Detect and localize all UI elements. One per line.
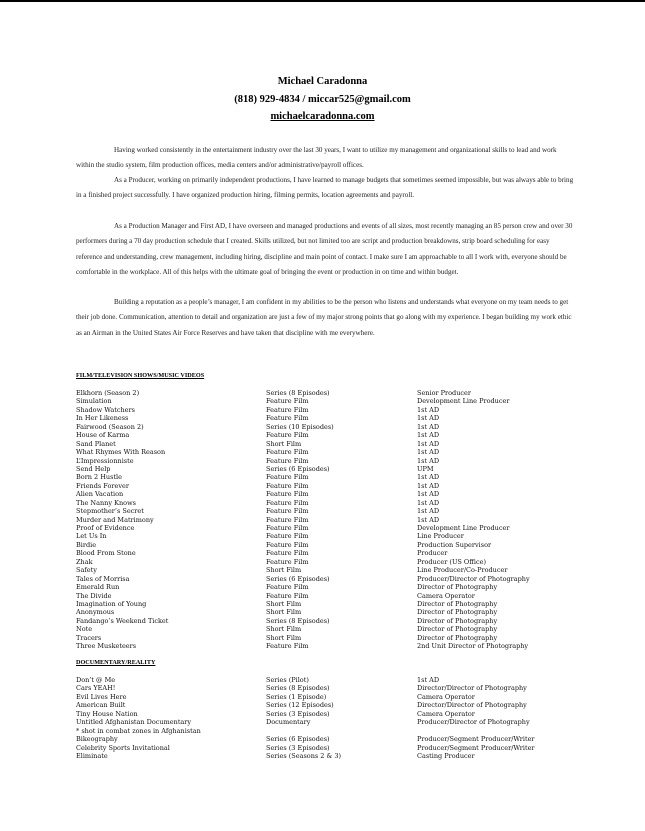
credit-title: Blood From Stone	[76, 549, 136, 558]
credit-role: Producer	[417, 549, 448, 558]
credit-format: Feature Film	[266, 405, 309, 414]
credit-title: Bikeography	[76, 735, 118, 744]
candidate-name: Michael Caradonna	[277, 76, 368, 87]
credit-role: Director of Photography	[417, 633, 498, 642]
credit-format: Short Film	[266, 599, 302, 608]
paragraph-text: As a Production Manager and First AD, I have overseen and managed productions and events of all sizes, most recently managing an 85 person crew and over 30 performers during a 70 day production schedule that I created. Skills utilized, but not limited too are script and production breakdowns, strip board scheduling for easy reference and understanding, crew management, including hiring, discipline and main point of contact. I make sure I am approachable to all I work with, everyone should be comfortable in the workplace. All of this helps with the ultimate goal of bringing the event or production in on time and within budget.	[76, 222, 573, 276]
credit-format: Series (8 Episodes)	[266, 616, 330, 625]
credit-role: UPM	[417, 464, 434, 473]
credit-role: 1st AD	[417, 490, 440, 499]
credit-row	[76, 718, 596, 726]
credit-format: Series (Pilot)	[266, 676, 309, 684]
credit-title: Stepmother’s Secret	[76, 507, 144, 516]
credit-row	[76, 448, 596, 456]
credit-row	[76, 600, 596, 608]
reputation-paragraph	[76, 295, 576, 341]
credit-role: Production Supervisor	[417, 540, 492, 549]
credit-title: Tales of Morrisa	[76, 574, 130, 583]
credit-title: Send Help	[76, 464, 111, 473]
section-heading-film-tv: FILM/TELEVISION SHOWS/MUSIC VIDEOS	[76, 372, 205, 379]
credit-title: Note	[76, 625, 93, 634]
credit-format: Series (12 Episodes)	[266, 701, 334, 710]
credit-title: L’Impressionniste	[76, 456, 134, 465]
credit-format: Series (8 Episodes)	[266, 389, 330, 397]
credit-row	[76, 457, 596, 465]
credit-title: Murder and Matrimony	[76, 515, 154, 524]
credit-format: Short Film	[266, 625, 302, 634]
section-heading-documentary: DOCUMENTARY/REALITY	[76, 659, 156, 666]
credit-role: 1st AD	[417, 498, 440, 507]
credit-title: Sand Planet	[76, 439, 116, 448]
credit-role: Director of Photography	[417, 625, 498, 634]
credit-row	[76, 532, 596, 540]
credit-role: 1st AD	[417, 448, 440, 457]
credit-format: Feature Film	[266, 481, 309, 490]
credit-role: Camera Operator	[417, 591, 475, 600]
credit-row	[76, 499, 596, 507]
credit-row	[76, 710, 596, 718]
credit-format: Series (3 Episodes)	[266, 743, 330, 752]
credit-row	[76, 465, 596, 473]
credit-format: Feature Film	[266, 456, 309, 465]
credit-row	[76, 744, 596, 752]
credit-title: Don’t @ Me	[76, 676, 116, 684]
credit-row	[76, 634, 596, 642]
credit-row	[76, 516, 596, 524]
credit-format: Series (6 Episodes)	[266, 735, 330, 744]
credit-row	[76, 684, 596, 692]
credit-role: Producer/Segment Producer/Writer	[417, 735, 535, 744]
credit-row	[76, 507, 596, 515]
paragraph-text: Building a reputation as a people’s manager, I am confident in my abilities to be the person who listens and understands what everyone on my team needs to get their job done. Communication, attention to detail and organization are just a few of my major strong points that go along with my experience. I began building my work ethic as an Airman in the United States Air Force Reserves and have taken that discipline with me everywhere.	[76, 298, 572, 337]
credit-row	[76, 482, 596, 490]
credit-role: 1st AD	[417, 414, 440, 423]
credit-format: Feature Film	[266, 549, 309, 558]
credit-row	[76, 490, 596, 498]
credit-row	[76, 642, 596, 650]
credit-role: 1st AD	[417, 507, 440, 516]
credit-format: Feature Film	[266, 397, 309, 406]
website-link[interactable]: michaelcaradonna.com	[270, 111, 375, 122]
credit-title: Fandango’s Weekend Ticket	[76, 616, 169, 625]
credit-role: 1st AD	[417, 439, 440, 448]
credit-row	[76, 752, 596, 760]
credit-role: 1st AD	[417, 676, 440, 684]
credit-row	[76, 541, 596, 549]
credit-role: Development Line Producer	[417, 397, 510, 406]
credit-format: Feature Film	[266, 540, 309, 549]
credit-role: Director of Photography	[417, 608, 498, 617]
credit-row	[76, 625, 596, 633]
credit-role: Producer/Director of Photography	[417, 574, 530, 583]
credit-format: Short Film	[266, 608, 302, 617]
credit-format: Series (6 Episodes)	[266, 464, 330, 473]
credit-title: Fairwood (Season 2)	[76, 422, 144, 431]
credit-title: Evil Lives Here	[76, 692, 127, 701]
credit-format: Series (8 Episodes)	[266, 684, 330, 693]
credit-format: Feature Film	[266, 532, 309, 541]
credit-title: What Rhymes With Reason	[76, 448, 166, 457]
credit-role: Director of Photography	[417, 616, 498, 625]
credit-format: Short Film	[266, 633, 302, 642]
credit-title: The Divide	[76, 591, 112, 600]
credit-title: Celebrity Sports Invitational	[76, 743, 170, 752]
credit-format: Feature Film	[266, 498, 309, 507]
credit-format: Feature Film	[266, 557, 309, 566]
credit-title: Let Us In	[76, 532, 107, 541]
credit-title: Safety	[76, 566, 97, 575]
credit-row	[76, 440, 596, 448]
credit-row	[76, 575, 596, 583]
credit-format: Short Film	[266, 566, 302, 575]
credit-title: Simulation	[76, 397, 112, 406]
credit-format: Feature Film	[266, 524, 309, 532]
credit-role: Director of Photography	[417, 599, 498, 608]
paragraph-text: Having worked consistently in the entertainment industry over the last 30 years, I want to utilize my management and organizational skills to lead and work within the studio system, film production offices, media centers and/or administrative/payroll offices.	[76, 146, 557, 170]
credit-role: 1st AD	[417, 456, 440, 465]
production-manager-paragraph	[76, 219, 576, 280]
credit-title: Three Musketeers	[76, 642, 137, 651]
credit-row	[76, 727, 596, 735]
credit-role: Line Producer	[417, 532, 464, 541]
credit-title: Untitled Afghanistan Documentary	[76, 718, 192, 727]
credit-row	[76, 549, 596, 557]
credit-format: Feature Film	[266, 473, 309, 482]
credit-title: Friends Forever	[76, 481, 129, 490]
credit-title: Imagination of Young	[76, 599, 147, 608]
credit-title: Tiny House Nation	[76, 709, 138, 718]
credit-role: 1st AD	[417, 422, 440, 431]
credit-row	[76, 524, 596, 532]
credit-row	[76, 701, 596, 709]
credit-title: Alien Vacation	[76, 490, 124, 499]
credit-role: 1st AD	[417, 481, 440, 490]
credit-role: 2nd Unit Director of Photography	[417, 642, 529, 651]
paragraph-text: As a Producer, working on primarily independent productions, I have learned to manage budgets that sometimes seemed impossible, but was always able to bring in a finished project successfully. I have organized production hiring, filming permits, location agreements and payroll.	[76, 176, 574, 200]
credit-row	[76, 389, 596, 397]
credit-row	[76, 406, 596, 414]
credit-row	[76, 693, 596, 701]
credit-role: Line Producer/Co-Producer	[417, 566, 508, 575]
credit-row	[76, 414, 596, 422]
credit-title: Shadow Watchers	[76, 405, 135, 414]
credit-role: Development Line Producer	[417, 524, 510, 532]
credit-format: Feature Film	[266, 583, 309, 592]
credit-role: 1st AD	[417, 405, 440, 414]
credit-format: Feature Film	[266, 642, 309, 651]
credit-role: Casting Producer	[417, 751, 475, 760]
credit-format: Feature Film	[266, 448, 309, 457]
credit-format: Feature Film	[266, 414, 309, 423]
credit-role: Director/Director of Photography	[417, 701, 527, 710]
credit-row	[76, 473, 596, 481]
credit-title: Tracers	[76, 633, 102, 642]
credit-role: Producer/Director of Photography	[417, 718, 530, 727]
credit-title: Eliminate	[76, 751, 108, 760]
credit-format: Series (3 Episodes)	[266, 709, 330, 718]
credit-title: * shot in combat zones in Afghanistan	[76, 726, 201, 735]
credit-format: Feature Film	[266, 515, 309, 524]
credit-title: Elkhorn (Season 2)	[76, 389, 140, 397]
credit-role: Director/Director of Photography	[417, 684, 527, 693]
credit-title: Anonymous	[76, 608, 115, 617]
credit-format: Series (Seasons 2 & 3)	[266, 751, 342, 760]
credit-format: Feature Film	[266, 490, 309, 499]
credit-format: Series (6 Episodes)	[266, 574, 330, 583]
credit-format: Series (10 Episodes)	[266, 422, 334, 431]
credit-row	[76, 558, 596, 566]
credit-row	[76, 617, 596, 625]
credit-title: Birdie	[76, 540, 97, 549]
credit-row	[76, 608, 596, 616]
credit-role: 1st AD	[417, 431, 440, 440]
summary-paragraph	[76, 143, 576, 174]
contact-line: (818) 929-4834 / miccar525@gmail.com	[234, 94, 411, 105]
credit-row	[76, 592, 596, 600]
credit-format: Documentary	[266, 718, 311, 727]
credit-title: House of Karma	[76, 431, 130, 440]
credit-role: 1st AD	[417, 473, 440, 482]
credit-role: Producer/Segment Producer/Writer	[417, 743, 535, 752]
credit-format: Feature Film	[266, 431, 309, 440]
credit-format: Feature Film	[266, 507, 309, 516]
credit-title: Zhak	[76, 557, 93, 566]
credit-title: In Her Likeness	[76, 414, 129, 423]
credit-row	[76, 735, 596, 743]
credit-role: Camera Operator	[417, 692, 475, 701]
credit-title: Proof of Evidence	[76, 524, 135, 532]
film-tv-credits-table	[76, 389, 596, 651]
credit-role: 1st AD	[417, 515, 440, 524]
credit-title: American Built	[76, 701, 126, 710]
credit-role: Camera Operator	[417, 709, 475, 718]
credit-format: Feature Film	[266, 591, 309, 600]
producer-paragraph	[76, 173, 576, 204]
credit-row	[76, 431, 596, 439]
credit-row	[76, 676, 596, 684]
credit-role: Producer (US Office)	[417, 557, 486, 566]
credit-row	[76, 583, 596, 591]
credit-row	[76, 566, 596, 574]
documentary-credits-table	[76, 676, 596, 760]
credit-title: Cars YEAH!	[76, 684, 116, 693]
credit-title: Emerald Run	[76, 583, 120, 592]
credit-format: Short Film	[266, 439, 302, 448]
credit-role: Director of Photography	[417, 583, 498, 592]
credit-row	[76, 397, 596, 405]
credit-row	[76, 423, 596, 431]
credit-title: Born 2 Hustle	[76, 473, 122, 482]
credit-format: Series (1 Episode)	[266, 692, 327, 701]
credit-role: Senior Producer	[417, 389, 471, 397]
credit-title: The Nanny Knows	[76, 498, 136, 507]
